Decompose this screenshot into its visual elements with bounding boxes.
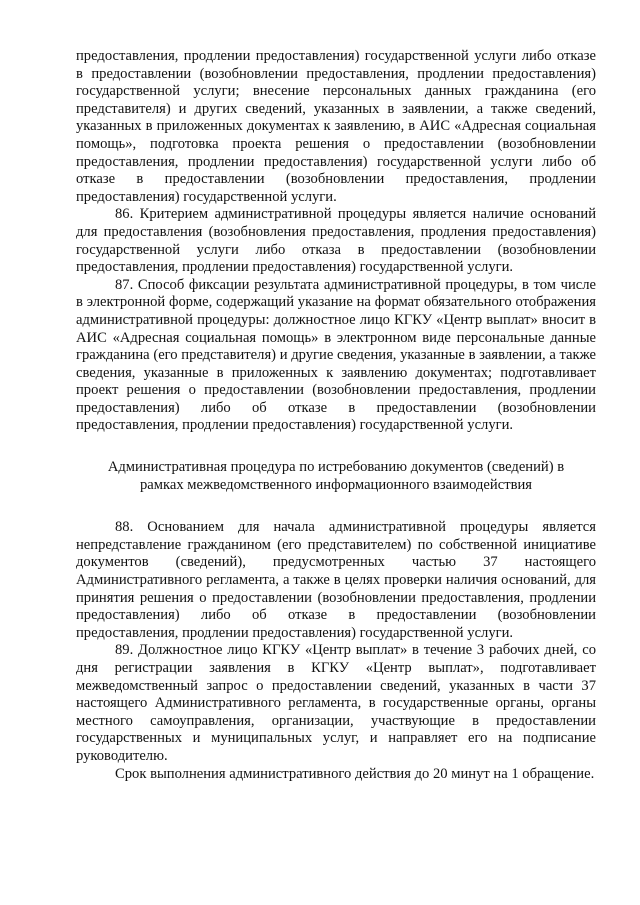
paragraph-deadline: Срок выполнения административного действия до 20 минут на 1 обращение. xyxy=(115,765,595,782)
paragraph-87: 87. Способ фиксации результата административной процедуры, в том числе в электронной форме, содержащий указание на формат обязательного отображения административной процедуры: должностное лицо КГКУ «Центр выплат» вносит в АИС «Адресная социальная помощь» в электронном виде персональные данные гражданина (его представителя) и другие сведения, указанные в заявлении, а также сведения, указанные в приложенных к заявлению документах; подготавливает проект решения о предоставлении (возобновлении предоставления, продлении предоставления) либо об отказе в предоставлении (возобновлении предоставления, продлении предоставления) государственной услуги. xyxy=(76,276,596,434)
paragraph-88: 88. Основанием для начала административной процедуры является непредставление гражданином (его представителем) по собственной инициативе документов (сведений), предусмотренных частью 37 настоящего Административного регламента, а также в целях проверки наличия оснований, для принятия решения о предоставлении (возобновлении предоставления, продлении предоставления) либо об отказе в предоставлении (возобновлении предоставления, продлении предоставления) государственной услуги. xyxy=(76,519,596,641)
paragraph-89: 89. Должностное лицо КГКУ «Центр выплат» в течение 3 рабочих дней, со дня регистрации заявления в КГКУ «Центр выплат», подготавливает межведомственный запрос о предоставлении сведений, указанных в части 37 настоящего Административного регламента, в государственные органы, органы местного самоуправления, организации, участвующие в предоставлении государственных и муниципальных услуг, и направляет его на подписание руководителю. xyxy=(76,642,596,764)
paragraph-continuation: предоставления, продлении предоставления) государственной услуги либо отказе в предоставлении (возобновлении предоставления, продлении предоставления) государственной услуги; внесение персональных данных гражданина (его представителя) и других сведений, указанных в заявлении, а также сведений, указанных в приложенных документах к заявлению, в АИС «Адресная социальная помощь», подготовка проекта решения о предоставлении (возобновлении предоставления, продлении предоставления) государственной услуги либо об отказе в предоставлении (возобновлении предоставления, продлении предоставления) государственной услуги. xyxy=(76,48,596,205)
section-heading: Административная процедура по истребованию документов (сведений) в рамках межведомственного информационного взаимодействия xyxy=(107,459,565,493)
paragraph-86: 86. Критерием административной процедуры является наличие оснований для предоставления (возобновления предоставления, продления предоставления) государственной услуги либо отказа в предоставлении (возобновлении предоставления, продлении предоставления) государственной услуги. xyxy=(76,206,596,276)
document-body xyxy=(76,48,596,783)
